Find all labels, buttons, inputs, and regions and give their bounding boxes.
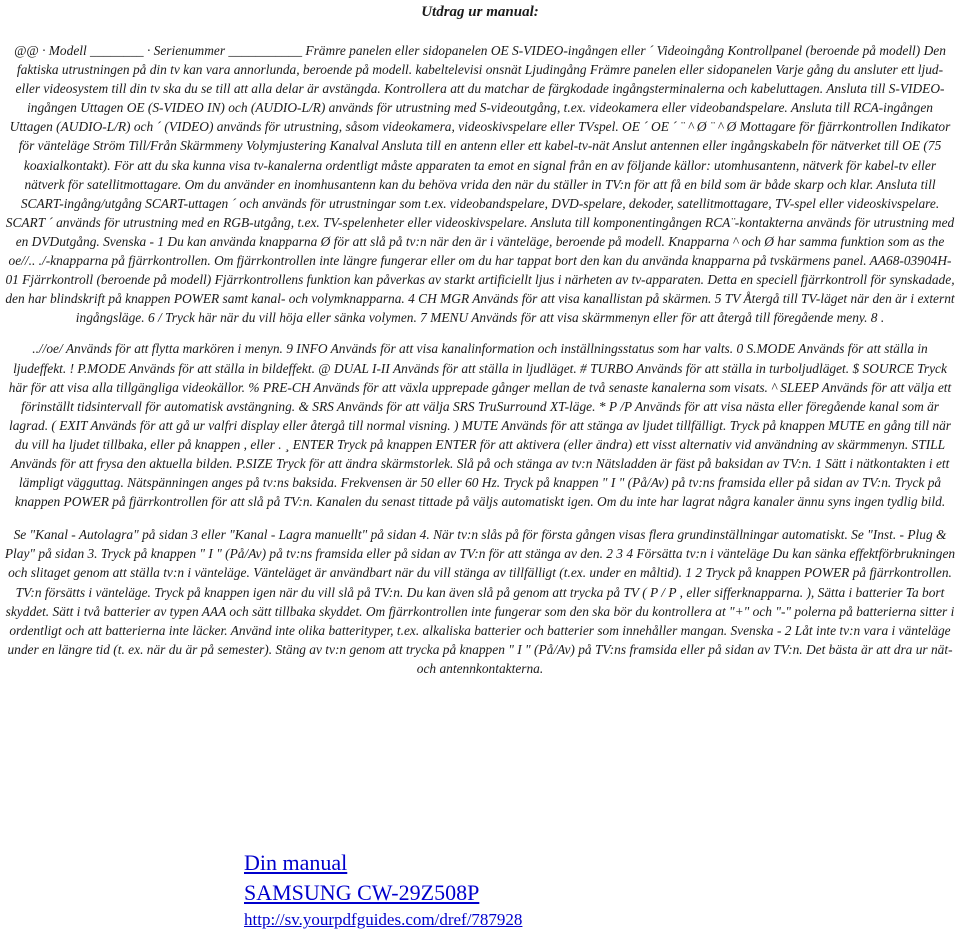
url-link[interactable]: http://sv.yourpdfguides.com/dref/787928	[244, 910, 523, 929]
manual-excerpt-paragraph-3: Se "Kanal - Autolagra" på sidan 3 eller "Kanal - Lagra manuellt" på sidan 4. När tv:n slås på för första gången visas flera grundinställningar automatiskt. Se "Inst. - Plug & Play" på sidan 3. Tryck på knappen " I " (På/Av) på tv:ns framsida eller på sidan av TV:n för att stänga av den. 2 3 4 Försätta tv:n i vänteläge Du kan sänka effektförbrukningen och slitaget genom att ställa tv:n i vänteläge. Vänteläget är användbart när du vill stänga av tillfälligt (t.ex. under en måltid). 1 2 Tryck på knappen POWER på fjärrkontrollen. TV:n försätts i vänteläge. Tryck på knappen igen när du vill slå på TV:n. Du kan även slå på genom att trycka på TV ( P / P , eller sifferknapparna. ), Sätta i batterier Ta bort skyddet. Sätt i två batterier av typen AAA och sätt tillbaka skyddet. Om fjärrkontrollen inte fungerar som den ska bör du kontrollera at "+" och "-" polerna på batterierna sitter i ordentligt och att batterierna inte läcker. Använd inte olika batterityper, t.ex. alkaliska batterier och batterier som innehåller mangan. Svenska - 2 Låt inte tv:n vara i vänteläge under en längre tid (t. ex. när du är på semester). Stäng av tv:n genom att trycka på knappen " I " (På/Av) på TV:ns framsida eller på sidan av TV:n. Det bästa är att dra ur nät- och antennkontakterna.	[4, 527, 956, 676]
manual-link[interactable]: Din manual	[244, 850, 348, 875]
manual-links	[244, 848, 522, 932]
page-heading: Utdrag ur manual:	[421, 4, 539, 20]
model-link[interactable]: SAMSUNG CW-29Z508P	[244, 880, 480, 905]
manual-excerpt-paragraph-1: @@ · Modell ________ · Serienummer ___________ Främre panelen eller sidopanelen OE S-VIDEO-ingången eller ´ Videoingång Kontrollpanel (beroende på modell) Den faktiska utrustningen på din tv kan vara annorlunda, beroende på modell. kabeltelevisi onsnät Ljudingång Främre panelen eller sidopanelen Varje gång du ansluter ett ljud- eller videosystem till din tv ska du se till att alla delar är avstängda. Kontrollera att du matchar de färgkodade ingångsterminalerna och kabeluttagen. Ansluta till S-VIDEO-ingången Uttagen OE (S-VIDEO IN) och (AUDIO-L/R) används för utrustning med S-videoutgång, t.ex. videokamera eller videobandspelare. Ansluta till RCA-ingången Uttagen (AUDIO-L/R) och ´ (VIDEO) används för utrustning, såsom videokamera, videoskivspelare eller TVspel. OE ´ OE ´ ¨ ^ Ø ¨ ^ Ø Mottagare för fjärrkontrollen Indikator för vänteläge Ström Till/Från Skärmmeny Volymjustering Kanalval Ansluta till en antenn eller ett kabel-tv-nät Anslut antennen eller ingångskabeln för nätverket till OE (75 koaxialkontakt). För att du ska kunna visa tv-kanalerna ordentligt måste apparaten ta emot en signal från en av följande källor: utomhusantenn, nätverk för kabel-tv eller nätverk för satellitmottagare. Om du använder en inomhusantenn kan du behöva vrida den när du ställer in TV:n för att få en bild som är både skarp och klar. Ansluta till SCART-ingång/utgång SCART-uttagen ´ och används för utrustningar som t.ex. videobandspelare, DVD-spelare, dekoder, satellitmottagare, TV-spel eller videoskivspelare. SCART ´ används för utrustning med en RGB-utgång, t.ex. TV-spelenheter eller videoskivspelare. Ansluta till komponentingången RCA¨-kontakterna används för utrustning med en DVDutgång. Svenska - 1 Du kan använda knapparna Ø för att slå på tv:n när den är i vänteläge, beroende på modell. Knapparna ^ och Ø har samma funktion som as the oe//.. ./-knapparna på fjärrkontrollen. Om fjärrkontrollen inte längre fungerar eller om du har tappat bort den kan du använda knapparna på tvskärmens panel. AA68-03904H-01 Fjärrkontroll (beroende på modell) Fjärrkontrollens funktion kan påverkas av starkt artificiellt ljus i närheten av tv-apparaten. Detta en speciell fjärrkontroll för synskadade, den har blindskrift på knappen POWER samt kanal- och volymknapparna. 4 CH MGR Används för att visa kanallistan på skärmen. 5 TV Återgå till TV-läget när den är i externt ingångsläge. 6 / Tryck här när du vill höja eller sänka volymen. 7 MENU Används för att visa skärmmenyn eller för att återgå till föregående meny. 8 .	[5, 43, 955, 326]
manual-excerpt-paragraph-2: ..//oe/ Används för att flytta markören i menyn. 9 INFO Används för att visa kanalinformation och inställningsstatus som har valts. 0 S.MODE Används för att ställa in ljudeffekt. ! P.MODE Används för att ställa in bildeffekt. @ DUAL I-II Används för att ställa in ljudläget. # TURBO Används för att ställa in turboljudläget. $ SOURCE Tryck här för att visa alla tillgängliga videokällor. % PRE-CH Används för att växla upprepade gånger mellan de två senaste kanalerna som visats. ^ SLEEP Används för att välja ett förinställt tidsintervall för automatisk avstängning. & SRS Används för att välja SRS TruSurround XT-läge. * P /P Används för att visa nästa eller föregående kanal som är lagrad. ( EXIT Används för att gå ur valfri display eller återgå till normal visning. ) MUTE Används för att stänga av ljudet tillfälligt. Tryck på knappen MUTE en gång till när du vill ha ljudet tillbaka, eller på knappen , eller . ¸ ENTER Tryck på knappen ENTER för att aktivera (eller ändra) ett visst alternativ vid användning av skärmmenyn. STILL Används för att frysa den aktuella bilden. P.SIZE Tryck för att ändra skärmstorlek. Slå på och stänga av tv:n Nätsladden är fäst på baksidan av TV:n. 1 Sätt i nätkontakten i ett lämpligt vägguttag. Nätspänningen anges på tv:ns baksida. Frekvensen är 50 eller 60 Hz. Tryck på knappen " I " (På/Av) på tv:ns framsida eller på sidan av TV:n. Tryck på knappen POWER på fjärrkontrollen för att slå på TV:n. Kanalen du senast tittade på väljs automatiskt igen. Om du inte har lagrat några kanaler ännu syns ingen tydlig bild.	[8, 341, 952, 510]
